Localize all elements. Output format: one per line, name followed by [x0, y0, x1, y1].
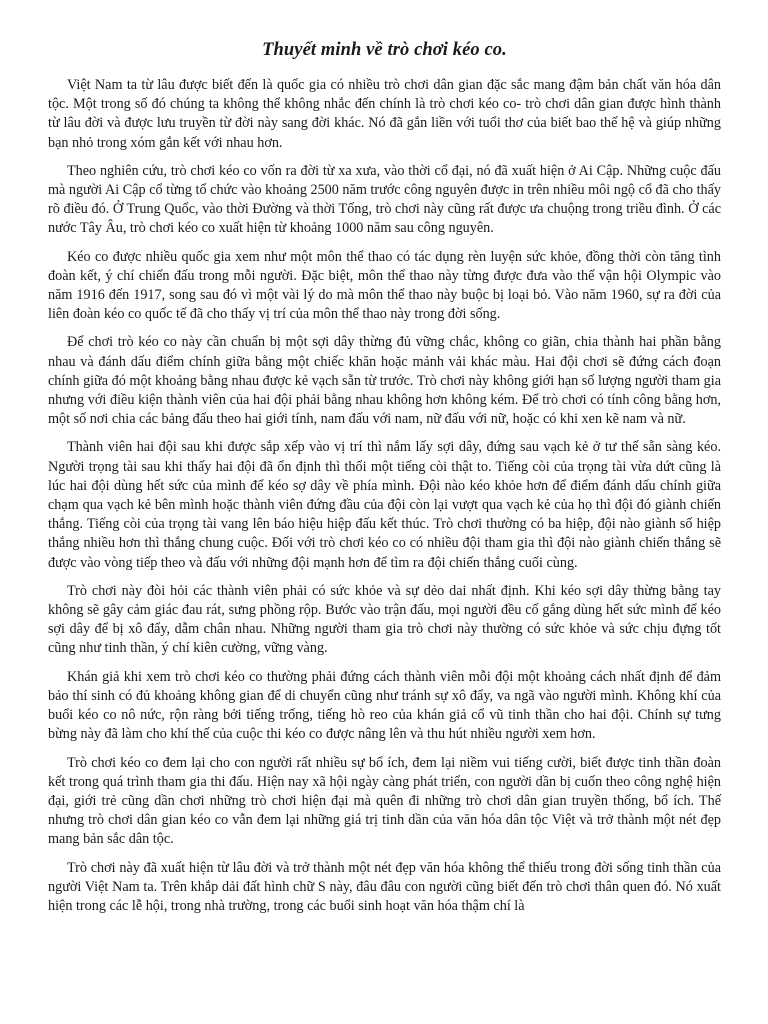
paragraph-requirements: Trò chơi này đòi hỏi các thành viên phải có sức khỏe và sự dẻo dai nhất định. Khi kéo sợi dây thừng bằng tay không sẽ gây cảm giác đau rát, sưng phồng rộp. Bước vào trận đấu, mọi người đều cố gắng dùng hết sức mình để kéo sợi dây để bị xô đẩy, dẫm chân nhau. Những người tham gia trò chơi này thường có sức khỏe và sức chịu đựng tốt cũng như tinh thần, ý chí kiên cường, vững vàng. [48, 582, 721, 657]
paragraph-origin: Theo nghiên cứu, trò chơi kéo co vốn ra đời từ xa xưa, vào thời cổ đại, nó đã xuất hiện ở Ai Cập. Những cuộc đấu mà người Ai Cập cổ từng tổ chức vào khoảng 2500 năm trước công nguyên được in trên nhiều môi ngộ cổ đã cho thấy rõ điều đó. Ở Trung Quốc, vào thời Đường và thời Tống, trò chơi này cũng rất được ưa chuộng trong triều đình. Ở các nước Tây Âu, trò chơi kéo co xuất hiện từ khoảng 1000 năm sau công nguyên. [48, 162, 721, 237]
paragraph-rules: Thành viên hai đội sau khi được sắp xếp vào vị trí thì nắm lấy sợi dây, đứng sau vạch kẻ ở tư thế sẵn sàng kéo. Người trọng tài sau khi thấy hai đội đã ổn định thì thổi một tiếng còi thật to. Tiếng còi của trọng tài vừa dứt cũng là lúc hai đội dùng hết sức của mình để kéo sợ dây về phía mình. Đội nào kéo khỏe hơn để điểm đánh dấu chính giữa chạm qua vạch kẻ bên mình hoặc thành viên đứng đầu của đội còn lại vượt qua vạch kẻ của họ thì đội đó giành chiến thắng. Tiếng còi của trọng tài vang lên báo hiệu hiệp đấu kết thúc. Trò chơi thường có ba hiệp, đội nào giành số hiệp thắng nhiều hơn thì thắng chung cuộc. Đối với trò chơi kéo co có nhiều đội tham gia thì đội nào giành chiến thắng sẽ được vào vòng tiếp theo và đấu với những đội mạnh hơn để tìm ra đội chiến thắng cuối cùng. [48, 439, 721, 571]
document-page [48, 38, 721, 925]
paragraph-conclusion: Trò chơi này đã xuất hiện từ lâu đời và trở thành một nét đẹp văn hóa không thể thiếu trong đời sống tinh thần của người Việt Nam ta. Trên khắp dải đất hình chữ S này, đâu đâu con người cũng biết đến trò chơi thân quen đó. Nó xuất hiện trong các lễ hội, trong nhà trường, trong các buổi sinh hoạt văn hóa thậm chí là [48, 859, 721, 914]
paragraph-sport: Kéo co được nhiều quốc gia xem như một môn thể thao có tác dụng rèn luyện sức khỏe, đồng thời còn tăng tình đoàn kết, ý chí chiến đấu trong mỗi người. Đặc biệt, môn thể thao này từng được đưa vào thế vận hội Olympic vào năm 1916 đến 1917, song sau đó vì một vài lý do mà môn thể thao này buộc bị loại bỏ. Vào năm 1960, sự ra đời của liên đoàn kéo co quốc tế đã cho thấy vị trí của môn thể thao này trong đời sống. [48, 248, 721, 323]
paragraph-intro: Việt Nam ta từ lâu được biết đến là quốc gia có nhiều trò chơi dân gian đặc sắc mang đậm bản chất văn hóa dân tộc. Một trong số đó chúng ta không thể không nhắc đến chính là trò chơi kéo co- trò chơi dân gian được hình thành từ lâu đời và được lưu truyền từ đời này sang đời khác. Nó đã gắn liền với tuổi thơ của biết bao thế hệ và giúp những bạn nhỏ trong xóm gắn kết với nhau hơn. [48, 77, 721, 151]
paragraph-benefits: Trò chơi kéo co đem lại cho con người rất nhiều sự bổ ích, đem lại niềm vui tiếng cười, biết được tinh thần đoàn kết trong quá trình tham gia thi đấu. Hiện nay xã hội ngày càng phát triển, con người dần bị cuốn theo công nghệ hiện đại, giới trẻ cũng dần chơi những trò chơi hiện đại mà quên đi những trò chơi dân gian truyền thống, bổ ích. Thế nhưng trò chơi dân gian kéo co vẫn đem lại những giá trị tinh dần của văn hóa dân tộc Việt và trở thành một nét đẹp mang bản sắc dân tộc. [48, 754, 721, 848]
paragraph-preparation: Để chơi trò kéo co này cần chuẩn bị một sợi dây thừng đủ vững chắc, không co giãn, chia thành hai phần bằng nhau và đánh dấu điểm chính giữa bằng một chiếc khăn hoặc mảnh vải khác màu. Hai đội chơi sẽ đứng cách đoạn chính giữa đó một khoảng bằng nhau được kẻ vạch sẵn từ trước. Trò chơi này không giới hạn số lượng người tham gia nhưng với điều kiện thành viên của hai đội phải bằng nhau không hơn không kém. Để trò chơi có tính công bằng hơn, một số nơi chia các bảng đấu theo hai giới tính, nam đấu với nam, nữ đấu với nữ, hoặc có khi xen kẽ nam và nữ. [48, 334, 721, 428]
document-title: Thuyết minh về trò chơi kéo co. [262, 40, 507, 60]
paragraph-audience: Khán giả khi xem trò chơi kéo co thường phải đứng cách thành viên mỗi đội một khoảng cách nhất định để đảm bảo thí sinh có đủ khoảng không gian để di chuyển cũng như tránh sự xô đẩy, va ngã vào người mình. Không khí của buổi kéo co nô nức, rộn ràng bởi tiếng trống, tiếng hò reo của khán giả cổ vũ tinh thần cho hai đội. Chính sự tưng bừng này đã làm cho khí thế của cuộc thi kéo co được nâng lên và thu hút nhiều người xem hơn. [48, 668, 721, 743]
